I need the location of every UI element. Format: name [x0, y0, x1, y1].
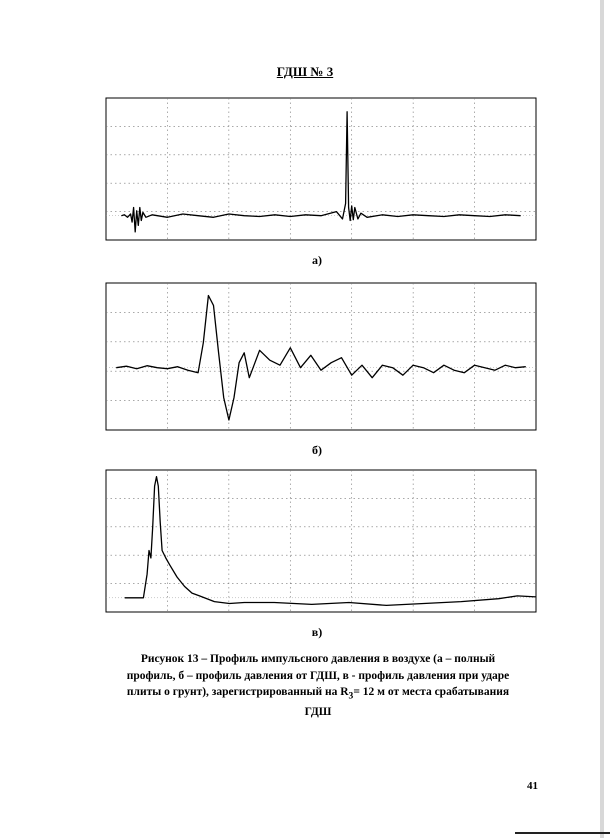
- chart-a: [92, 90, 542, 250]
- series-line: [121, 112, 520, 232]
- series-line: [125, 477, 536, 606]
- plot-frame: [106, 283, 536, 430]
- series-line: [116, 296, 526, 421]
- chart-b: [92, 275, 542, 440]
- chart-panel-c: [92, 462, 542, 642]
- chart-c: [92, 462, 542, 622]
- chart-label: б): [312, 443, 322, 457]
- scan-edge: [600, 0, 604, 838]
- plot-frame: [106, 470, 536, 612]
- chart-label: а): [312, 253, 322, 267]
- page-number: 41: [527, 780, 538, 792]
- caption-text: Рисунок 13 – Профиль импульсного давления в воздухе (а – полный профиль, б – профиль давления от ГДШ, в - профиль давления при ударе плиты о грунт), зарегистрированный на R: [126, 653, 510, 699]
- chart-panel-a: [92, 90, 542, 270]
- caption-subscript: 3: [348, 690, 354, 702]
- chart-label: в): [311, 625, 323, 639]
- page-title: ГДШ № 3: [276, 64, 334, 79]
- plot-frame: [106, 98, 536, 240]
- chart-panel-b: [92, 275, 542, 460]
- caption-text-end: = 12 м от места срабатывания ГДШ: [304, 686, 510, 718]
- figure-caption: [118, 651, 518, 720]
- scan-edge: [515, 832, 610, 834]
